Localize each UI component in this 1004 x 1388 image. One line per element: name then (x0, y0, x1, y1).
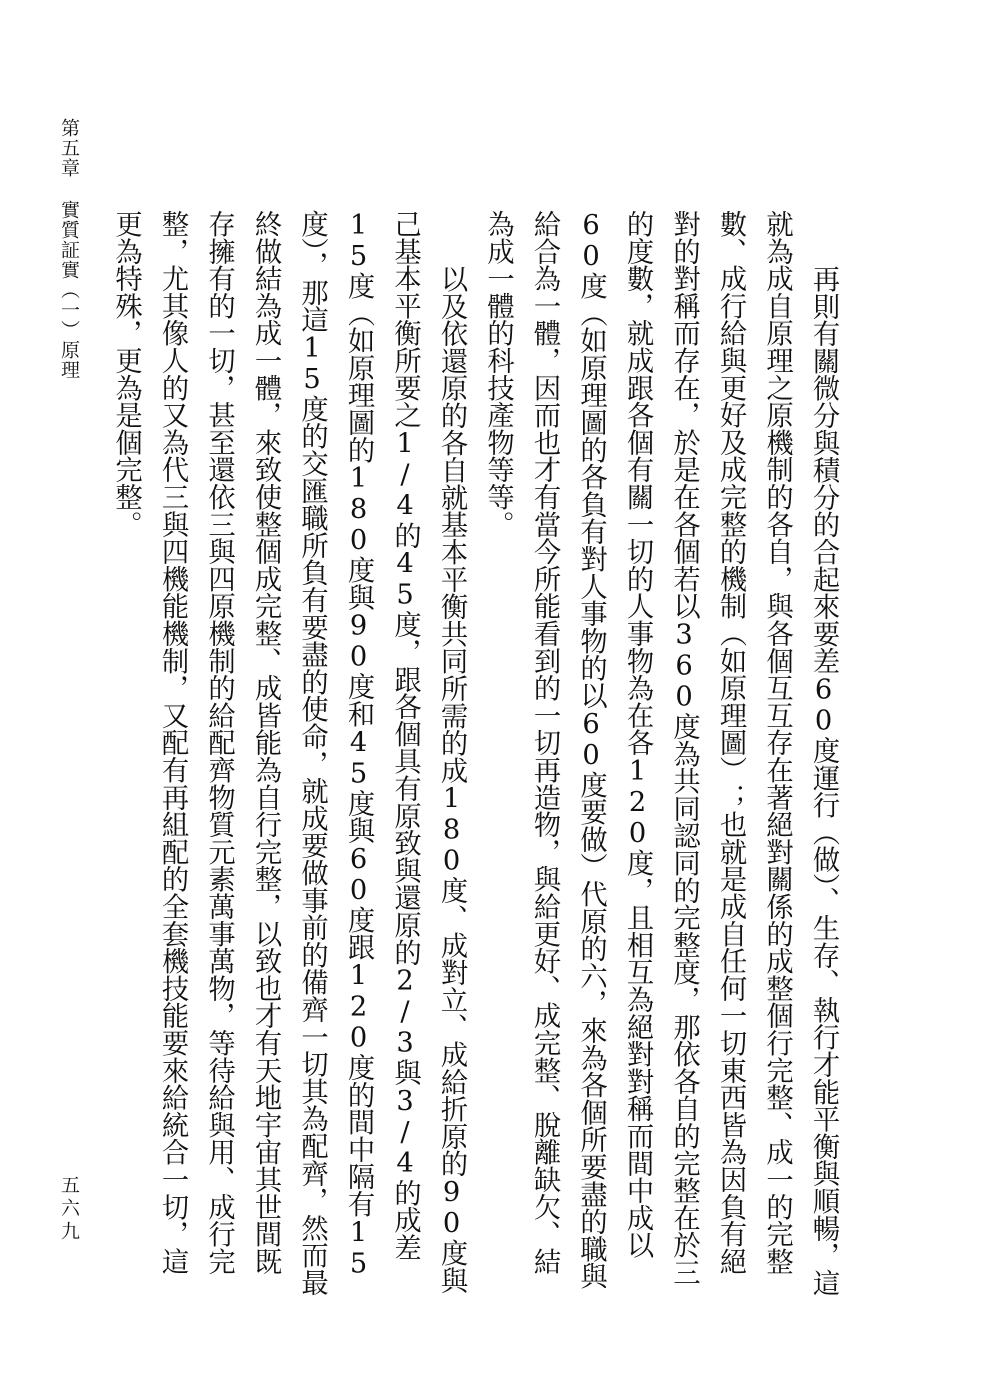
chapter-label: 第五章 (58, 118, 80, 178)
section-title: 實質証實（一）原理 (58, 200, 80, 380)
page-number: 五六九 (58, 1175, 80, 1244)
running-header (56, 118, 82, 380)
body-text (110, 210, 846, 1300)
paragraph-1: 再則有關微分與積分的合起來要差60度運行（做）、生存、執行才能平衡與順暢，這就為成自原理之原機制的各自，與各個互互存在著絕對關係的成整個行完整、成一的完整數、成行給與更好及成完整的機制（如原理圖）；也就是成自任何一切東西皆為因負有絕對的對稱而存在，於是在各個若以360度為共同認同的完整度，那依各自的完整在於三的度數，就成跟各個有關一切的人事物為在各120度，且相互為絕對對稱而間中成以60度（如原理圖的各負有對人事物的以60度要做）代原的六，來為各個所要盡的職與給合為一體，因而也才有當今所能看到的一切再造物，與給更好、成完整、脫離缺欠、結為成一體的科技產物等等。 (482, 210, 839, 1296)
paragraph-2: 以及依還原的各自就基本平衡共同所需的成180度、成對立、成給折原的90度與己基本平衡所要之1/4的45度，跟各個具有原致與還原的2/3與3/4的成差15度（如原理圖的180度與90度和45度與60度跟120度的間中隔有15度），那這15度的交匯職所負有要盡的使命，就成要做事前的備齊一切其為配齊，然而最終做結為成一體，來致使整個成完整、成皆能為自行完整，以致也才有天地宇宙其世間既存擁有的一切，甚至還依三與四原機制的給配齊物質元素萬事萬物，等待給與用、成行完整，尤其像人的又為代三與四機能機制，又配有再組配的全套機技能要來給統合一切，這更為特殊，更為是個完整。 (110, 210, 467, 1296)
